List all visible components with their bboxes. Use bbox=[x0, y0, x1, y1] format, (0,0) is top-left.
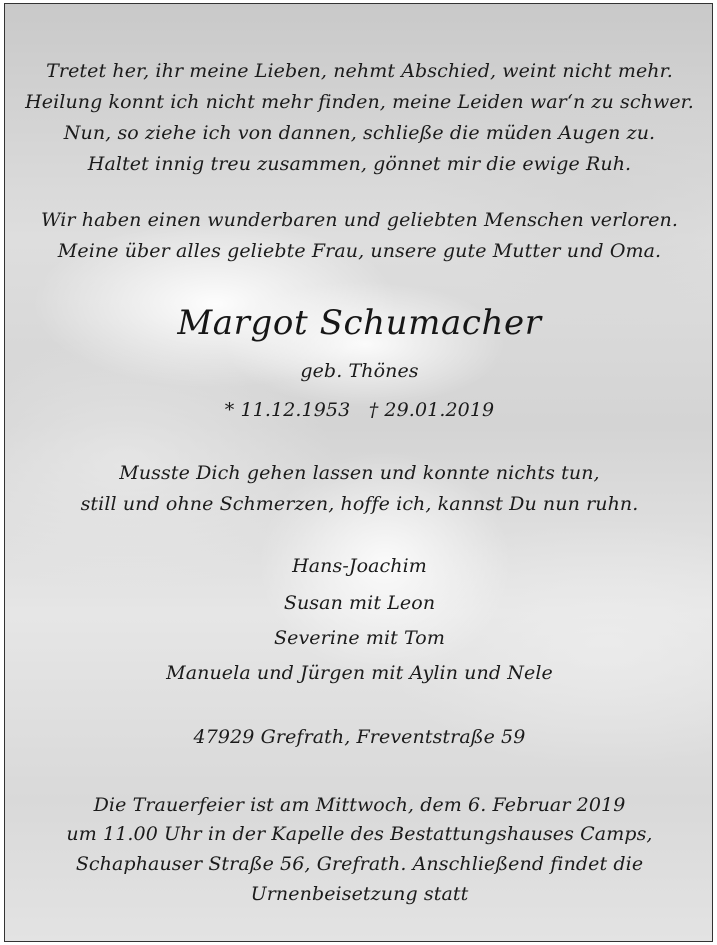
mourner-name: Hans-Joachim bbox=[292, 555, 427, 577]
poem-line: Heilung konnt ich nicht mehr finden, meine Leiden war‘n zu schwer. bbox=[25, 91, 694, 113]
obituary-notice bbox=[4, 3, 713, 942]
ceremony-line: um 11.00 Uhr in der Kapelle des Bestattungshauses Camps, bbox=[66, 823, 653, 845]
poem-line: Haltet innig treu zusammen, gönnet mir die ewige Ruh. bbox=[87, 153, 632, 175]
verse-line: still und ohne Schmerzen, hoffe ich, kannst Du nun ruhn. bbox=[80, 493, 639, 515]
deceased-name: Margot Schumacher bbox=[177, 303, 542, 343]
mourner-name: Severine mit Tom bbox=[274, 627, 445, 649]
poem-line: Tretet her, ihr meine Lieben, nehmt Abschied, weint nicht mehr. bbox=[46, 60, 673, 82]
ceremony-line: Schaphauser Straße 56, Grefrath. Anschließend findet die bbox=[75, 853, 644, 875]
poem-line: Nun, so ziehe ich von dannen, schließe die müden Augen zu. bbox=[63, 122, 656, 144]
maiden-name: geb. Thönes bbox=[300, 360, 419, 382]
intro-line: Meine über alles geliebte Frau, unsere gute Mutter und Oma. bbox=[57, 240, 662, 262]
ceremony-line: Urnenbeisetzung statt bbox=[250, 883, 469, 905]
ceremony-line: Die Trauerfeier ist am Mittwoch, dem 6. Februar 2019 bbox=[93, 794, 626, 816]
intro-line: Wir haben einen wunderbaren und geliebten Menschen verloren. bbox=[40, 209, 679, 231]
mourner-name: Manuela und Jürgen mit Aylin und Nele bbox=[166, 662, 553, 684]
family-address: 47929 Grefrath, Freventstraße 59 bbox=[193, 726, 526, 748]
mourner-name: Susan mit Leon bbox=[283, 592, 436, 614]
life-dates: * 11.12.1953 † 29.01.2019 bbox=[224, 399, 495, 421]
verse-line: Musste Dich gehen lassen und konnte nichts tun, bbox=[119, 462, 600, 484]
